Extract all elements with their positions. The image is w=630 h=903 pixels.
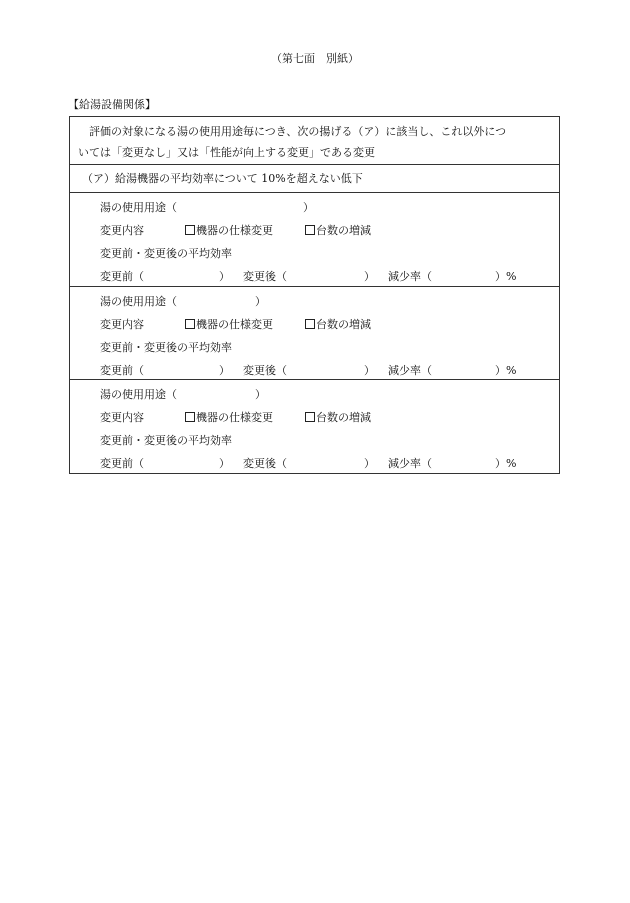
before-label: 変更前（ bbox=[100, 364, 144, 377]
after-label: 変更後（ bbox=[243, 457, 287, 470]
efficiency-line bbox=[100, 336, 559, 359]
efficiency-line bbox=[100, 429, 559, 452]
option-spec-change-label: 機器の仕様変更 bbox=[196, 318, 273, 331]
usage-label: 湯の使用用途（ bbox=[100, 295, 177, 308]
option-unit-count[interactable] bbox=[305, 219, 371, 242]
efficiency-label: 変更前・変更後の平均効率 bbox=[100, 341, 232, 354]
usage-line bbox=[100, 196, 559, 219]
option-spec-change[interactable] bbox=[185, 406, 273, 429]
change-content-line bbox=[100, 219, 559, 242]
usage-line bbox=[100, 383, 559, 406]
condition-text: （ア）給湯機器の平均効率について 10%を超えない低下 bbox=[70, 165, 559, 193]
after-close: ） bbox=[364, 270, 375, 283]
checkbox-icon[interactable] bbox=[185, 319, 195, 329]
efficiency-label: 変更前・変更後の平均効率 bbox=[100, 247, 232, 260]
reduction-label: 減少率（ bbox=[388, 364, 432, 377]
before-close: ） bbox=[219, 270, 230, 283]
usage-block-3 bbox=[70, 380, 559, 473]
change-label: 変更内容 bbox=[100, 411, 144, 424]
usage-input[interactable] bbox=[181, 198, 299, 216]
before-label: 変更前（ bbox=[100, 270, 144, 283]
after-label: 変更後（ bbox=[243, 364, 287, 377]
after-close: ） bbox=[364, 364, 375, 377]
before-close: ） bbox=[219, 364, 230, 377]
checkbox-icon[interactable] bbox=[305, 319, 315, 329]
values-line bbox=[100, 359, 559, 382]
usage-block-2 bbox=[70, 287, 559, 380]
option-spec-change[interactable] bbox=[185, 219, 273, 242]
page-title: （第七面 別紙） bbox=[271, 52, 359, 65]
option-spec-change-label: 機器の仕様変更 bbox=[196, 411, 273, 424]
values-line bbox=[100, 452, 559, 475]
option-unit-count-label: 台数の増減 bbox=[316, 318, 371, 331]
reduction-close: ）% bbox=[495, 270, 517, 283]
option-unit-count-label: 台数の増減 bbox=[316, 411, 371, 424]
checkbox-icon[interactable] bbox=[185, 225, 195, 235]
checkbox-icon[interactable] bbox=[185, 412, 195, 422]
intro-line-1: 評価の対象になる湯の使用用途毎につき、次の揚げる（ア）に該当し、これ以外につ bbox=[89, 125, 507, 138]
option-spec-change[interactable] bbox=[185, 313, 273, 336]
usage-block-1 bbox=[70, 193, 559, 287]
efficiency-label: 変更前・変更後の平均効率 bbox=[100, 434, 232, 447]
checkbox-icon[interactable] bbox=[305, 225, 315, 235]
usage-label: 湯の使用用途（ bbox=[100, 388, 177, 401]
usage-close: ） bbox=[255, 295, 266, 308]
intro-text bbox=[70, 117, 559, 165]
reduction-close: ）% bbox=[495, 457, 517, 470]
after-label: 変更後（ bbox=[243, 270, 287, 283]
option-spec-change-label: 機器の仕様変更 bbox=[196, 224, 273, 237]
before-label: 変更前（ bbox=[100, 457, 144, 470]
change-label: 変更内容 bbox=[100, 224, 144, 237]
option-unit-count[interactable] bbox=[305, 313, 371, 336]
before-close: ） bbox=[219, 457, 230, 470]
usage-close: ） bbox=[255, 388, 266, 401]
change-content-line bbox=[100, 406, 559, 429]
hot-water-form-table bbox=[69, 116, 560, 474]
change-content-line bbox=[100, 313, 559, 336]
values-line bbox=[100, 265, 559, 288]
checkbox-icon[interactable] bbox=[305, 412, 315, 422]
reduction-close: ）% bbox=[495, 364, 517, 377]
section-title: 【給湯設備関係】 bbox=[68, 98, 156, 111]
option-unit-count-label: 台数の増減 bbox=[316, 224, 371, 237]
intro-line-2: いては「変更なし」又は「性能が向上する変更」である変更 bbox=[78, 146, 375, 159]
reduction-label: 減少率（ bbox=[388, 270, 432, 283]
efficiency-line bbox=[100, 242, 559, 265]
reduction-label: 減少率（ bbox=[388, 457, 432, 470]
usage-close: ） bbox=[303, 201, 314, 214]
option-unit-count[interactable] bbox=[305, 406, 371, 429]
change-label: 変更内容 bbox=[100, 318, 144, 331]
after-close: ） bbox=[364, 457, 375, 470]
usage-line bbox=[100, 290, 559, 313]
usage-label: 湯の使用用途（ bbox=[100, 201, 177, 214]
